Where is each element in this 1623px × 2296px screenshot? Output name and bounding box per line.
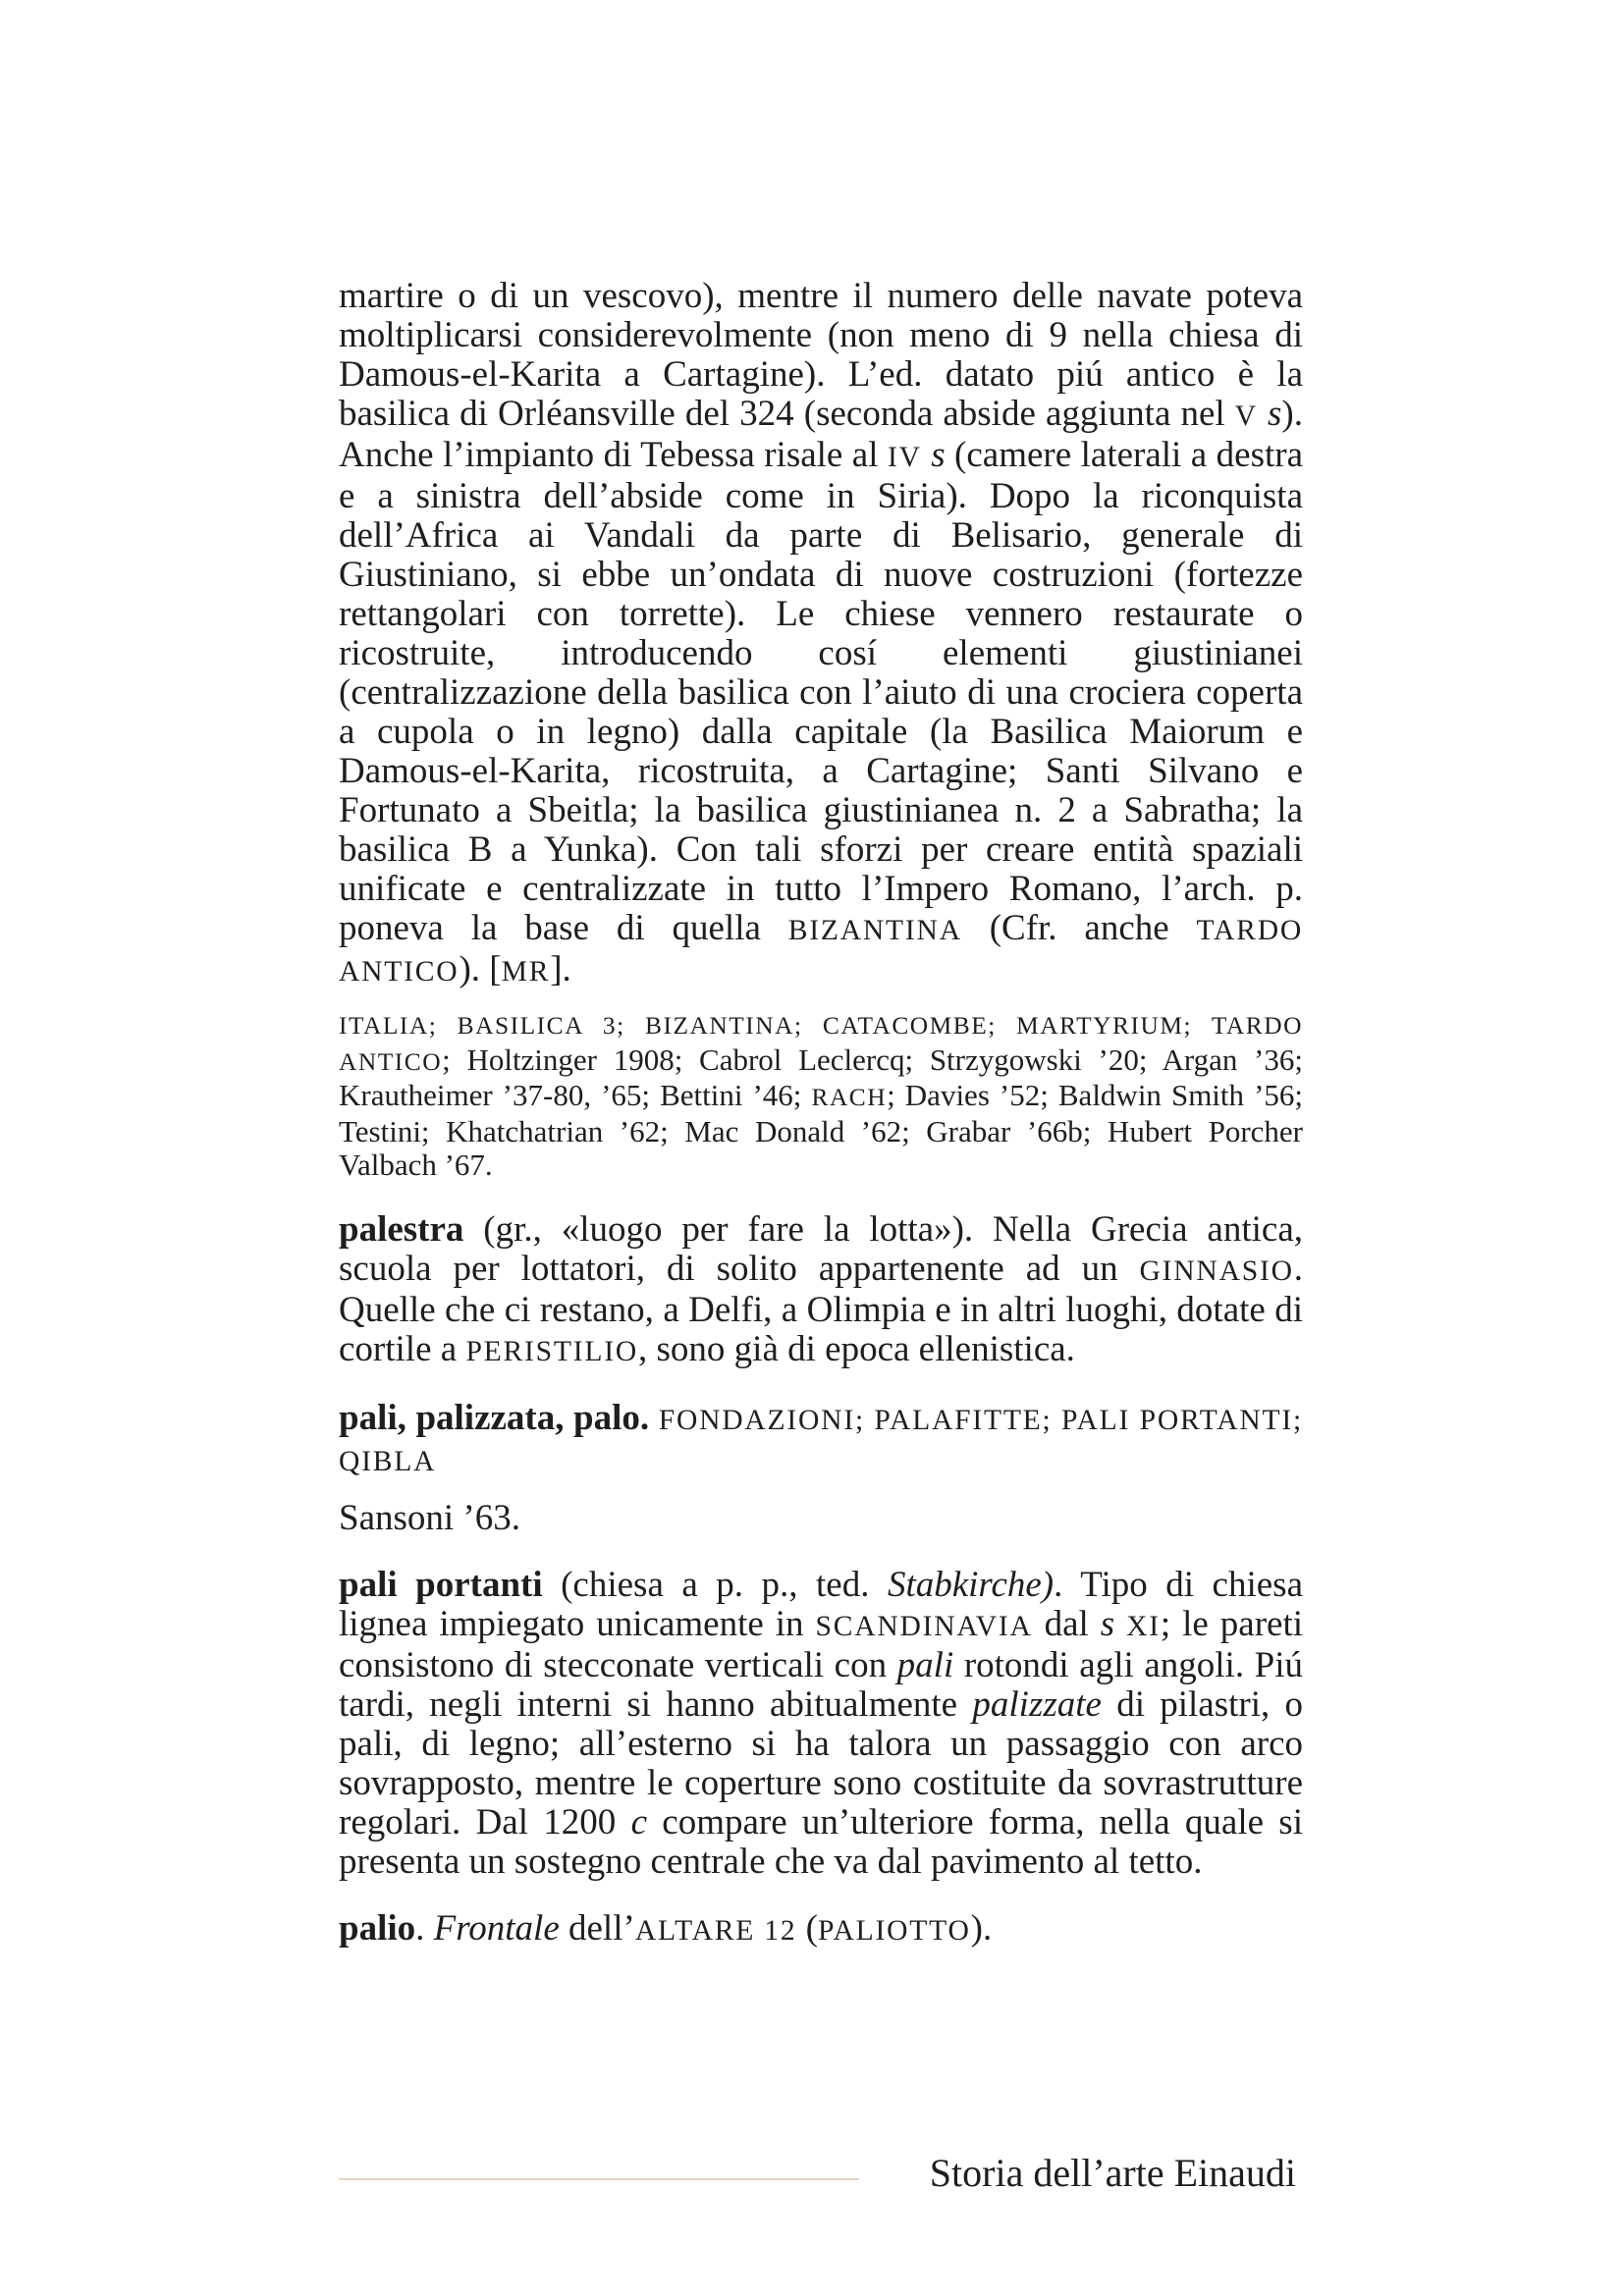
italic-term: c — [630, 1801, 647, 1842]
text-run: . — [415, 1907, 434, 1949]
entry-text — [339, 277, 1303, 991]
text-run — [922, 435, 931, 475]
italic-term: s — [1268, 394, 1282, 434]
entry-text — [339, 1566, 1303, 1882]
cross-reference: IV — [887, 442, 922, 473]
text-run: ]. — [550, 949, 571, 989]
cross-reference: PALIOTTO — [818, 1914, 971, 1947]
entry-text — [339, 1399, 1303, 1481]
text-run: (gr., «luogo per fare la lotta»). Nella Grecia antica, scuola per lottatori, di solito appartenente ad un — [339, 1208, 1303, 1289]
entry-references — [339, 1499, 1303, 1538]
text-run: ). — [970, 1907, 993, 1949]
page-footer — [339, 2144, 1296, 2203]
text-run: . Quelle che ci restano, a Delfi, a Olimpia e in altri luoghi, dotate di cortile a — [339, 1248, 1303, 1369]
footer-title: Storia dell’arte Einaudi — [929, 2151, 1296, 2195]
text-run: dal — [1032, 1603, 1101, 1644]
entry-palestra — [339, 1210, 1303, 1371]
text-run: , sono già di epoca ellenistica. — [638, 1328, 1075, 1369]
text-run: di pilastri, o pali, di legno; all’esterno si ha talora un passaggio con arco sovrapposto, mentre le coperture sono costituite da sovrastrutture regolari. Dal 1200 — [339, 1683, 1304, 1842]
entry-text — [339, 1909, 1303, 1950]
cross-reference: XI — [1126, 1610, 1161, 1642]
text-run: compare un’ulteriore forma, nella quale si presenta un sostegno centrale che va dal pavimento al tetto. — [339, 1801, 1303, 1882]
text-run: ; Holtzinger 1908; Cabrol Leclercq; Strzygowski ’20; Argan ’36; Krautheimer ’37-80, ’65; Bettini ’46; — [339, 1041, 1303, 1112]
cross-reference: PERISTILIO — [465, 1335, 639, 1367]
entry-headword: pali portanti — [339, 1564, 543, 1605]
entry-references — [339, 1007, 1303, 1183]
italic-term: s — [1100, 1603, 1115, 1644]
text-run: Sansoni ’63. — [339, 1497, 520, 1538]
text-run: ). [ — [459, 949, 502, 989]
footer-rule — [339, 2178, 859, 2180]
italic-term: palizzate — [972, 1683, 1102, 1725]
cross-reference: ITALIA; BASILICA 3; BIZANTINA; CATACOMBE; MARTYRIUM; TARDO ANTICO — [339, 1012, 1303, 1076]
cross-reference: FONDAZIONI; PALAFITTE; PALI PORTANTI; QIBLA — [339, 1404, 1303, 1477]
text-run: (camere laterali a destra e a sinistra dell’abside come in Siria). Dopo la riconquista dell’Africa ai Vandali da parte di Belisario, generale di Giustiniano, si ebbe un’ondata di nuove costruzioni (fortezze rettangolari con torrette). Le chiese vennero restaurate o ricostruite, introducendo cosí elementi giustinianei (centralizzazione della basilica con l’aiuto di una crociera coperta a cupola o in legno) dalla capitale (la Basilica Maiorum e Damous-el-Karita, ricostruita, a Cartagine; Santi Silvano e Fortunato a Sbeitla; la basilica giustinianea n. 2 a Sabratha; la basilica B a Yunka). Con tali sforzi per creare entità spaziali unificate e centralizzate in tutto l’Impero Romano, l’arch. p. poneva la base di quella — [339, 435, 1303, 948]
page-body — [339, 277, 1303, 1950]
text-run: (chiesa a p. p., ted. — [542, 1564, 888, 1605]
entry-headword: palestra — [339, 1208, 464, 1250]
text-run — [1258, 394, 1268, 434]
entry-pali-palizzata-palo — [339, 1399, 1303, 1538]
italic-term: pali — [896, 1644, 954, 1685]
text-run — [649, 1398, 659, 1438]
cross-reference: GINNASIO — [1139, 1255, 1294, 1287]
cross-reference: ALTARE 12 — [634, 1914, 797, 1947]
entry-palio — [339, 1909, 1303, 1950]
text-run — [1114, 1604, 1126, 1644]
entry-headword: palio — [339, 1907, 416, 1949]
entry-continuation — [339, 277, 1303, 1183]
italic-term: Frontale — [433, 1907, 560, 1949]
text-run: . Tipo di chiesa lignea impiegato unicamente in — [339, 1564, 1303, 1644]
text-run: ( — [796, 1907, 818, 1949]
text-run: ; le pareti consistono di stecconate verticali con — [339, 1603, 1304, 1685]
cross-reference: SCANDINAVIA — [815, 1610, 1033, 1642]
text-run: dell’ — [559, 1907, 635, 1949]
italic-term: s — [931, 435, 946, 475]
cross-reference: BIZANTINA — [787, 915, 962, 946]
cross-reference: V — [1234, 400, 1258, 432]
text-run: (Cfr. anche — [961, 908, 1197, 948]
text-run: rotondi agli angoli. Piú tardi, negli interni si hanno abitualmente — [339, 1644, 1304, 1725]
text-run: ). Anche l’impianto di Tebessa risale al — [339, 394, 1303, 475]
entry-pali-portanti — [339, 1566, 1303, 1882]
italic-term: Stabkirche) — [887, 1564, 1055, 1605]
cross-reference: RACH — [811, 1084, 888, 1111]
entry-headword: pali, palizzata, palo. — [339, 1397, 650, 1438]
cross-reference: TARDO ANTICO — [339, 915, 1303, 988]
entry-text — [339, 1210, 1303, 1371]
text-run: ; Davies ’52; Baldwin Smith ’56; Testini; Khatchatrian ’62; Mac Donald ’62; Grabar ’66b; Hubert Porcher Valbach ’67. — [339, 1078, 1304, 1182]
text-run: martire o di un vescovo), mentre il numero delle navate poteva moltiplicarsi considerevolmente (non meno di 9 nella chiesa di Damous-el-Karita a Cartagine). L’ed. datato piú antico è la basilica di Orléansville del 324 (seconda abside aggiunta nel — [339, 276, 1303, 434]
cross-reference: MR — [501, 956, 551, 988]
